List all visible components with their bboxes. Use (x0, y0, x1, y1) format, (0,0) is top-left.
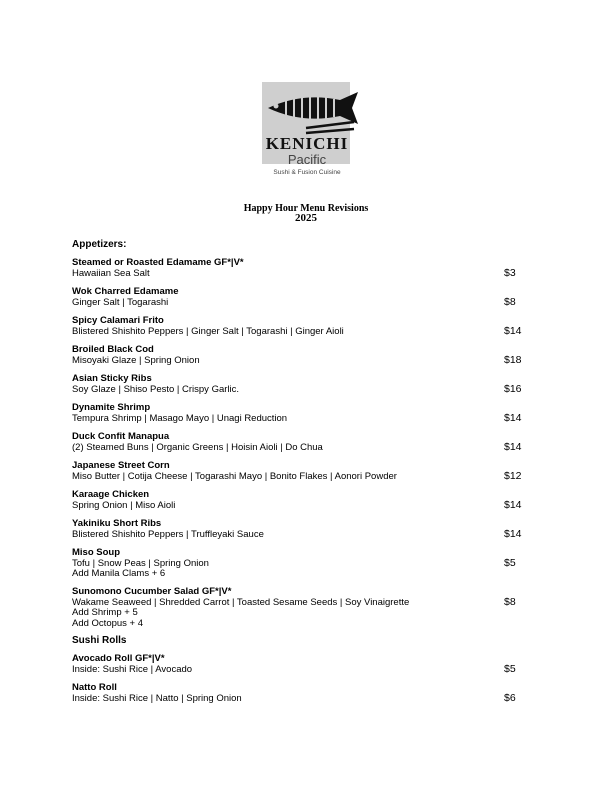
item-name: Broiled Black Cod (72, 344, 154, 355)
menu-item (72, 654, 542, 675)
item-description: Soy Glaze | Shiso Pesto | Crispy Garlic. (72, 383, 240, 395)
item-name: Steamed or Roasted Edamame GF*|V* (72, 257, 244, 268)
menu-item (72, 403, 542, 424)
item-name: Natto Roll (72, 682, 117, 693)
item-price: $14 (504, 441, 522, 453)
item-description: Tempura Shrimp | Masago Mayo | Unagi Reduction (72, 412, 288, 424)
item-price: $6 (504, 692, 516, 704)
item-name: Wok Charred Edamame (72, 286, 179, 297)
item-description: Blistered Shishito Peppers | Ginger Salt | Togarashi | Ginger Aioli (72, 325, 344, 337)
item-description: Inside: Sushi Rice | Natto | Spring Onion (72, 692, 242, 704)
item-description: Blistered Shishito Peppers | Truffleyaki Sauce (72, 528, 264, 540)
logo-subtitle: Pacific (287, 152, 327, 167)
menu-item (72, 490, 542, 511)
item-addon: Add Octopus + 4 (72, 617, 144, 629)
item-price: $14 (504, 528, 522, 540)
item-description: Wakame Seaweed | Shredded Carrot | Toasted Sesame Seeds | Soy Vinaigrette (72, 596, 410, 608)
item-description: Inside: Sushi Rice | Avocado (72, 663, 193, 675)
menu-item (72, 316, 542, 337)
item-addon: Add Manila Clams + 6 (72, 568, 166, 579)
item-price: $8 (504, 296, 516, 308)
item-price: $8 (504, 596, 516, 608)
item-name: Sunomono Cucumber Salad GF*|V* (72, 586, 232, 597)
menu-item (72, 287, 542, 308)
item-price: $5 (504, 557, 516, 569)
menu-item (72, 683, 542, 704)
menu-item (72, 374, 542, 395)
item-price: $14 (504, 412, 522, 424)
item-name: Asian Sticky Ribs (72, 373, 152, 384)
item-price: $5 (504, 663, 516, 675)
item-price: $18 (504, 354, 522, 366)
restaurant-logo (252, 82, 362, 182)
item-description: Misoyaki Glaze | Spring Onion (72, 354, 200, 366)
item-name: Dynamite Shrimp (72, 402, 151, 413)
item-price: $12 (504, 470, 522, 482)
item-description: Miso Butter | Cotija Cheese | Togarashi Mayo | Bonito Flakes | Aonori Powder (72, 470, 397, 482)
section-sushi-rolls: Sushi Rolls (72, 635, 127, 646)
item-name: Duck Confit Manapua (72, 431, 170, 442)
item-name: Karaage Chicken (72, 489, 150, 500)
menu-year: 2025 (295, 212, 317, 224)
item-price: $14 (504, 325, 522, 337)
menu-title: Happy Hour Menu Revisions (243, 203, 369, 214)
item-price: $3 (504, 267, 516, 279)
item-name: Spicy Calamari Frito (72, 315, 164, 326)
section-appetizers: Appetizers: (72, 239, 127, 250)
menu-item (72, 258, 542, 279)
item-description: Hawaiian Sea Salt (72, 267, 150, 279)
item-description: Ginger Salt | Togarashi (72, 296, 169, 308)
item-price: $16 (504, 383, 522, 395)
item-addon: Add Shrimp + 5 (72, 607, 138, 618)
menu-item (72, 461, 542, 482)
item-description: Spring Onion | Miso Aioli (72, 499, 176, 511)
logo-tagline: Sushi & Fusion Cuisine (273, 169, 341, 176)
item-name: Avocado Roll GF*|V* (72, 653, 165, 664)
item-name: Yakiniku Short Ribs (72, 518, 162, 529)
logo-wordmark: KENICHI (265, 134, 349, 153)
menu-item (72, 432, 542, 453)
item-name: Japanese Street Corn (72, 460, 170, 471)
item-description: (2) Steamed Buns | Organic Greens | Hoisin Aioli | Do Chua (72, 441, 323, 453)
item-description: Tofu | Snow Peas | Spring Onion (72, 557, 209, 569)
menu-item (72, 345, 542, 366)
menu-item (72, 587, 542, 629)
item-price: $14 (504, 499, 522, 511)
menu-item (72, 519, 542, 540)
fish-skeleton-icon (262, 88, 360, 136)
item-name: Miso Soup (72, 547, 121, 558)
menu-item (72, 548, 542, 580)
